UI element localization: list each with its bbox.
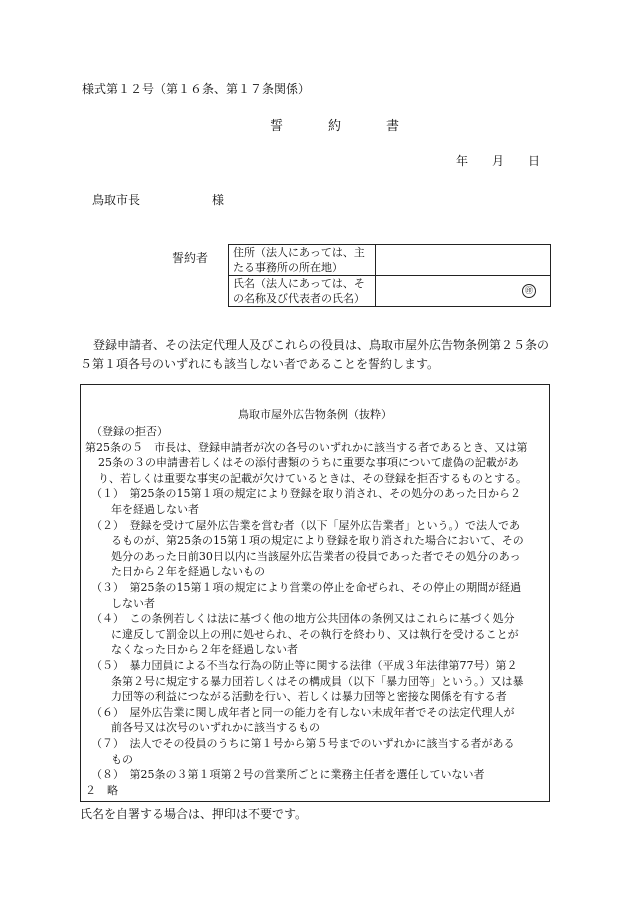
excerpt-line: （５） 暴力団員による不当な行為の防止等に関する法律（平成３年法律第77号）第２ — [91, 659, 518, 672]
ordinance-excerpt-box — [80, 384, 550, 802]
name-field[interactable] — [376, 276, 551, 307]
excerpt-line: （４） この条例若しくは法に基づく他の地方公共団体の条例又はこれらに基づく処分 — [91, 612, 515, 626]
excerpt-line: なくなった日から２年を経過しない者 — [111, 643, 298, 657]
excerpt-line: に違反して罰金以上の刑に処せられ、その執行を終わり、又は執行を受けることが — [111, 627, 519, 641]
excerpt-line: 力団等の利益につながる活動を行い、若しくは暴力団等と密接な関係を有する者 — [111, 690, 507, 704]
excerpt-line: （２） 登録を受けて屋外広告業を営む者（以下「屋外広告業者」という。）で法人であ — [91, 518, 520, 532]
excerpt-line: 25条の３の申請書若しくはその添付書類のうちに重要な事項について虚偽の記載があ — [98, 456, 519, 470]
name-label: 氏名（法人にあっては、その名称及び代表者の氏名） — [229, 276, 376, 307]
excerpt-line: 年を経過しない者 — [111, 503, 199, 516]
pledger-table — [228, 244, 551, 307]
address-label: 住所（法人にあっては、主たる事務所の所在地） — [229, 245, 376, 276]
document-title: 誓 約 書 — [270, 119, 416, 134]
excerpt-line: り、若しくは重要な事実の記載が欠けているときは、その登録を拒否するものとする。 — [98, 471, 527, 485]
pledger-label: 誓約者 — [172, 251, 209, 265]
excerpt-line: しない者 — [111, 596, 155, 610]
excerpt-line: 処分のあった日前30日以内に当該屋外広告業者の役員であった者でその処分のあっ — [111, 549, 521, 563]
excerpt-line: 条第２号に規定する暴力団若しくはその構成員（以下「暴力団等」という。）又は暴 — [111, 674, 524, 688]
excerpt-line: （３） 第25条の15第１項の規定により営業の停止を命ぜられ、その停止の期間が経過 — [91, 581, 522, 594]
excerpt-line: 第25条の５ 市長は、登録申請者が次の各号のいずれかに該当する者であるとき、又は第 — [85, 440, 528, 454]
addressee-suffix: 様 — [212, 193, 225, 207]
excerpt-line: ２ 略 — [85, 783, 118, 797]
date-year: 年 — [456, 154, 469, 168]
excerpt-line: た日から２年を経過しないもの — [111, 565, 265, 579]
addressee: 鳥取市長 — [92, 193, 141, 207]
excerpt-title: 鳥取市屋外広告物条例（抜粋） — [238, 408, 392, 421]
seal-icon: ㊞ — [522, 284, 536, 298]
form-number: 様式第１２号（第１６条、第１７条関係） — [82, 82, 311, 96]
date-month: 月 — [492, 154, 505, 168]
excerpt-line: （６） 屋外広告業に関し成年者と同一の能力を有しない未成年者でその法定代理人が — [91, 705, 515, 719]
date-day: 日 — [528, 154, 541, 168]
pledge-statement: 登録申請者、その法定代理人及びこれらの役員は、鳥取市屋外広告物条例第２５条の５第１項各号のいずれにも該当しない者であることを誓約します。 — [80, 338, 550, 371]
excerpt-line: 前各号又は次号のいずれかに該当するもの — [111, 721, 320, 735]
address-field[interactable] — [376, 245, 551, 276]
excerpt-line: （１） 第25条の15第１項の規定により登録を取り消され、その処分のあった日から２ — [91, 487, 522, 501]
excerpt-line: （８） 第25条の３第１項第２号の営業所ごとに業務主任者を選任していない者 — [91, 768, 485, 782]
footnote: 氏名を自署する場合は、押印は不要です。 — [80, 807, 308, 821]
date-line — [456, 153, 540, 169]
excerpt-line: （登録の拒否） — [91, 425, 168, 438]
excerpt-line: （７） 法人でその役員のうちに第１号から第５号までのいずれかに該当する者がある — [91, 737, 515, 750]
excerpt-line: もの — [111, 752, 133, 766]
excerpt-line: るものが、第25条の15第１項の規定により登録を取り消された場合において、その — [111, 534, 524, 548]
